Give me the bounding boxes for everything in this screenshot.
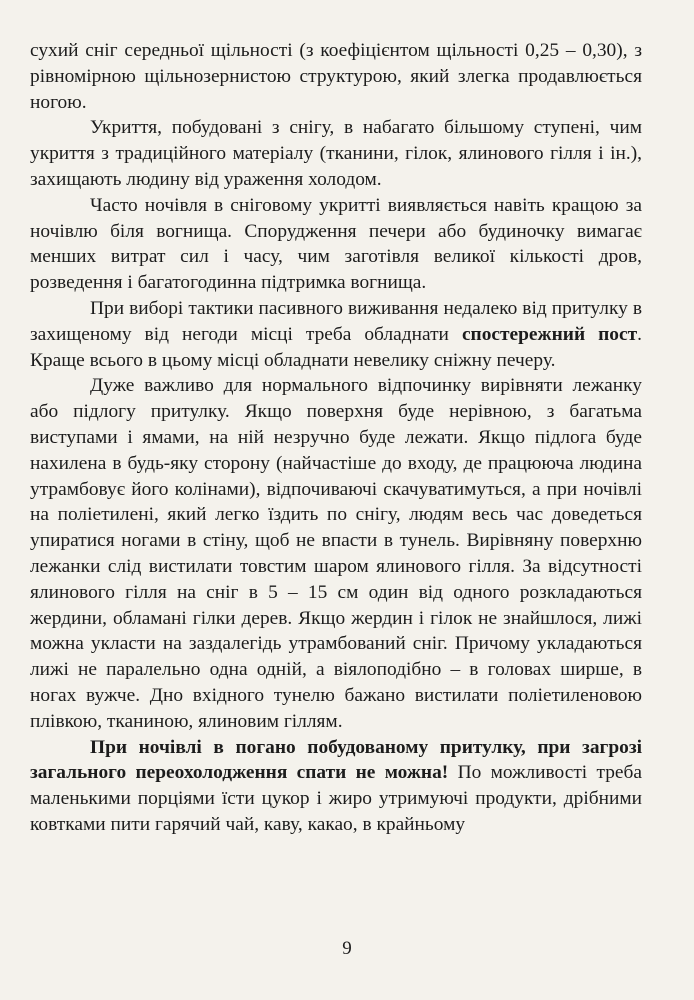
paragraph-sleep-warning (30, 735, 642, 838)
paragraph-snow-shelters: Укриття, побудовані з снігу, в набагато більшому ступені, чим укриття з традиційного матеріалу (тканини, гілок, ялинового гілля і ін.), захищають людину від ураження холодом. (30, 117, 642, 190)
observation-post-text-end: . Краще всього в цьому місці обладнати невелику сніжну печеру. (30, 323, 642, 371)
sleep-warning-bold: При ночівлі в погано побудованому притулку, при загрозі загального переохолодження спати не можна! (30, 736, 642, 784)
page-body (30, 38, 642, 838)
paragraph-observation-post (30, 296, 642, 373)
page-number: 9 (342, 938, 352, 959)
observation-post-term: спостережний пост (461, 323, 638, 345)
paragraph-overnight-stay: Часто ночівля в сніговому укритті виявляється навіть кращою за ночівлю біля вогнища. Спорудження печери або будиночку вимагає менших витрат сил і часу, чим заготівля великої кількості дров, розведення і багатогодинна підтримка вогнища. (30, 194, 642, 294)
paragraph-snow-density: сухий сніг середньої щільності (з коефіцієнтом щільності 0,25 – 0,30), з рівномірною щільнозернистою структурою, який злегка продавлюється ногою. (30, 40, 642, 113)
observation-post-text-start: При виборі тактики пасивного виживання недалеко від притулку в захищеному від негоди місці треба обладнати (30, 297, 642, 345)
sleep-warning-text: По можливості треба маленькими порціями їсти цукор і жиро утримуючі продукти, дрібними ковтками пити гарячий чай, каву, какао, в крайньому (30, 762, 642, 835)
paragraph-leveling-floor: Дуже важливо для нормального відпочинку вирівняти лежанку або підлогу притулку. Якщо поверхня буде нерівною, з багатьма виступами і ямами, на ній незручно буде лежати. Якщо підлога буде нахилена в будь-яку сторону (найчастіше до входу, де працююча людина утрамбовує його колінами), відпочиваючі скачуватимуться, а при ночівлі на поліетилені, який легко їздить по снігу, людям весь час доведеться упиратися ногами в стіну, щоб не впасти в тунель. Вирівняну поверхню лежанки слід вистилати товстим шаром ялинового гілля. За відсутності ялинового гілля на сніг в 5 – 15 см один від одного розкладаються жердини, обламані гілки дерев. Якщо жердин і гілок не знайшлося, лижі можна укласти на заздалегідь утрамбований сніг. Причому укладаються лижі не паралельно одна одній, а віялоподібно – в головах ширше, в ногах вужче. Дно вхідного тунелю бажано вистилати поліетиленовою плівкою, тканиною, ялиновим гіллям. (30, 375, 642, 732)
